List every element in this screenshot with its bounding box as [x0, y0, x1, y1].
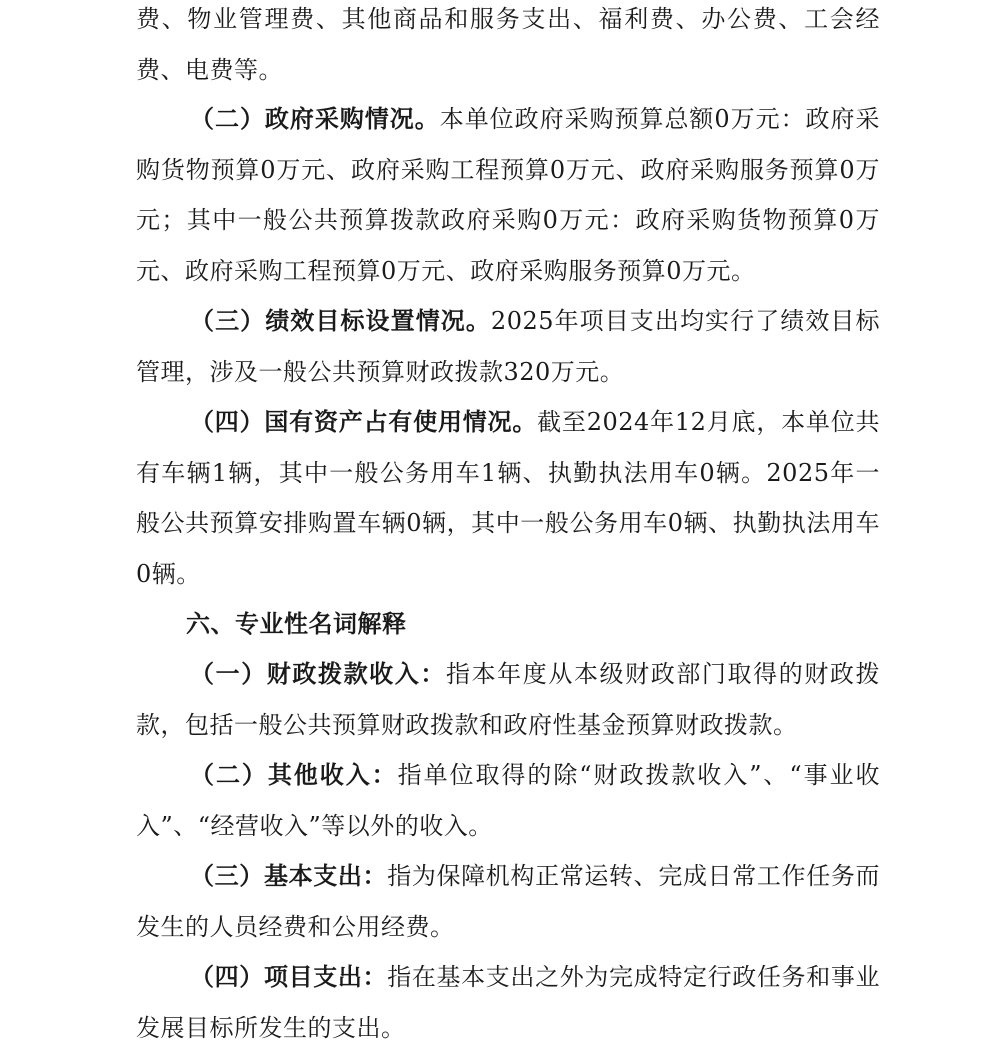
paragraph-body: 费、物业管理费、其他商品和服务支出、福利费、办公费、工会经费、电费等。	[136, 5, 880, 84]
paragraph-performance-targets	[136, 296, 880, 397]
paragraph-continuation	[136, 0, 880, 95]
section-heading: 六、专业性名词解释	[186, 609, 407, 638]
paragraph-government-procurement	[136, 94, 880, 296]
paragraph-body: 2025年项目支出均实行了绩效目标管理，涉及一般公共预算财政拨款320万元。	[136, 307, 880, 386]
paragraph-lead: （一）财政拨款收入：	[190, 659, 446, 688]
paragraph-lead: （二）其他收入：	[190, 760, 398, 789]
paragraph-body: 指单位取得的除“财政拨款收入”、“事业收入”、“经营收入”等以外的收入。	[136, 761, 881, 840]
paragraph-basic-expenditure	[136, 851, 880, 952]
paragraph-fiscal-appropriation-income	[136, 649, 880, 750]
paragraph-lead: （三）绩效目标设置情况。	[190, 306, 491, 335]
paragraph-lead: （三）基本支出：	[190, 861, 388, 890]
paragraph-project-expenditure	[136, 952, 880, 1053]
paragraph-lead: （二）政府采购情况。	[190, 104, 440, 133]
paragraph-lead: （四）国有资产占有使用情况。	[190, 407, 538, 436]
paragraph-state-assets	[136, 397, 880, 599]
paragraph-body: 指在基本支出之外为完成特定行政任务和事业发展目标所发生的支出。	[136, 963, 881, 1042]
paragraph-other-income	[136, 750, 880, 851]
paragraph-body: 截至2024年12月底，本单位共有车辆1辆，其中一般公务用车1辆、执勤执法用车0辆。2025年一般公共预算安排购置车辆0辆，其中一般公务用车0辆、执勤执法用车0辆。	[136, 408, 881, 588]
paragraph-body: 本单位政府采购预算总额0万元：政府采购货物预算0万元、政府采购工程预算0万元、政府采购服务预算0万元；其中一般公共预算拨款政府采购0万元：政府采购货物预算0万元、政府采购工程预算0万元、政府采购服务预算0万元。	[136, 105, 880, 285]
paragraph-body: 指本年度从本级财政部门取得的财政拨款，包括一般公共预算财政拨款和政府性基金预算财政拨款。	[136, 660, 881, 739]
paragraph-lead: （四）项目支出：	[190, 962, 388, 991]
paragraph-body: 指为保障机构正常运转、完成日常工作任务而发生的人员经费和公用经费。	[136, 862, 881, 941]
